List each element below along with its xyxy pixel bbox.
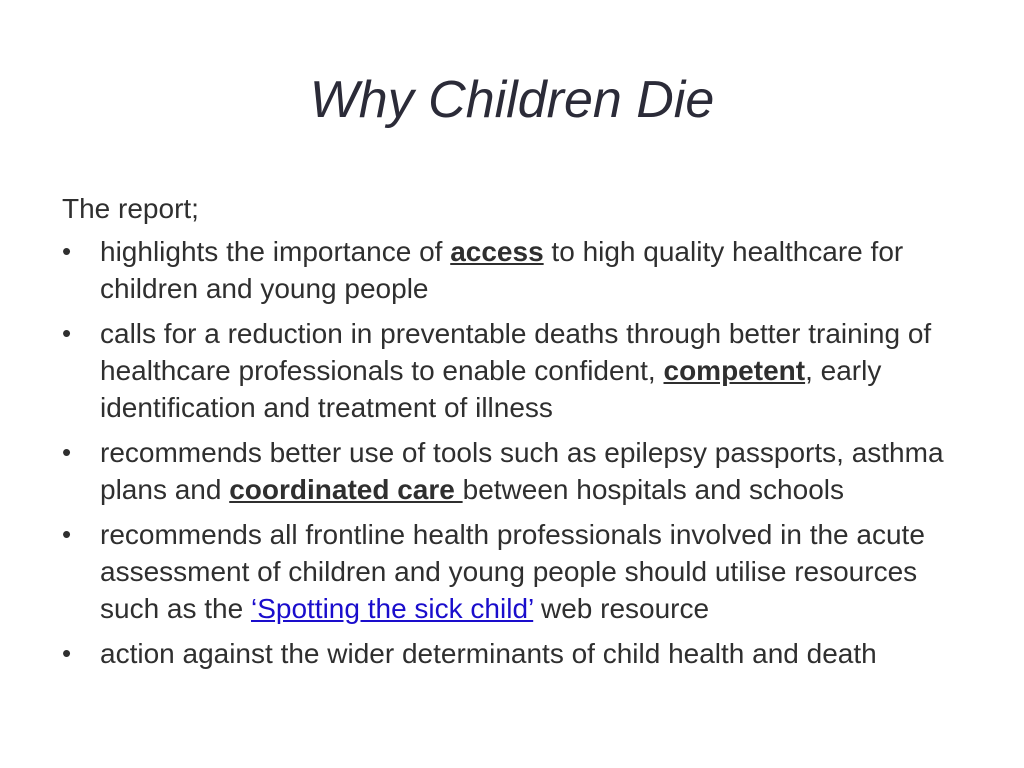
bullet-text: recommends all frontline health professionals involved in the acute assessment of children and young people should utilise resources such as the [100, 519, 925, 624]
intro-text: The report; [62, 193, 199, 224]
bullet-icon: • [62, 437, 72, 467]
bullet-icon: • [62, 519, 72, 549]
slide-body [62, 190, 962, 680]
bullet-icon: • [62, 236, 72, 266]
bullet-text: , early identification and treatment of illness [100, 355, 882, 423]
bullet-item-access [62, 233, 962, 307]
bullet-text: web resource [533, 593, 710, 624]
bullet-item-resources [62, 516, 962, 627]
bullet-text: calls for a reduction in preventable deaths through better training of healthcare professionals to enable confident, [100, 318, 932, 386]
bullet-item-training [62, 315, 962, 426]
bullet-icon: • [62, 318, 72, 348]
emphasis-access: access [450, 236, 544, 267]
bullet-text: between hospitals and schools [462, 474, 844, 505]
bullet-icon: • [62, 638, 72, 668]
spotting-the-sick-child-link[interactable]: ‘Spotting the sick child’ [250, 593, 534, 624]
bullet-item-tools [62, 434, 962, 508]
bullet-text: action against the wider determinants of child health and death [100, 638, 877, 669]
bullet-text: to high quality healthcare for children and young people [100, 236, 904, 304]
bullet-list [62, 233, 962, 672]
emphasis-coordinated-care: coordinated care [229, 474, 463, 505]
slide-title: Why Children Die [309, 71, 715, 129]
bullet-text: recommends better use of tools such as epilepsy passports, asthma plans and [100, 437, 944, 505]
bullet-item-determinants [62, 635, 962, 672]
emphasis-competent: competent [663, 355, 806, 386]
bullet-text: highlights the importance of [100, 236, 451, 267]
